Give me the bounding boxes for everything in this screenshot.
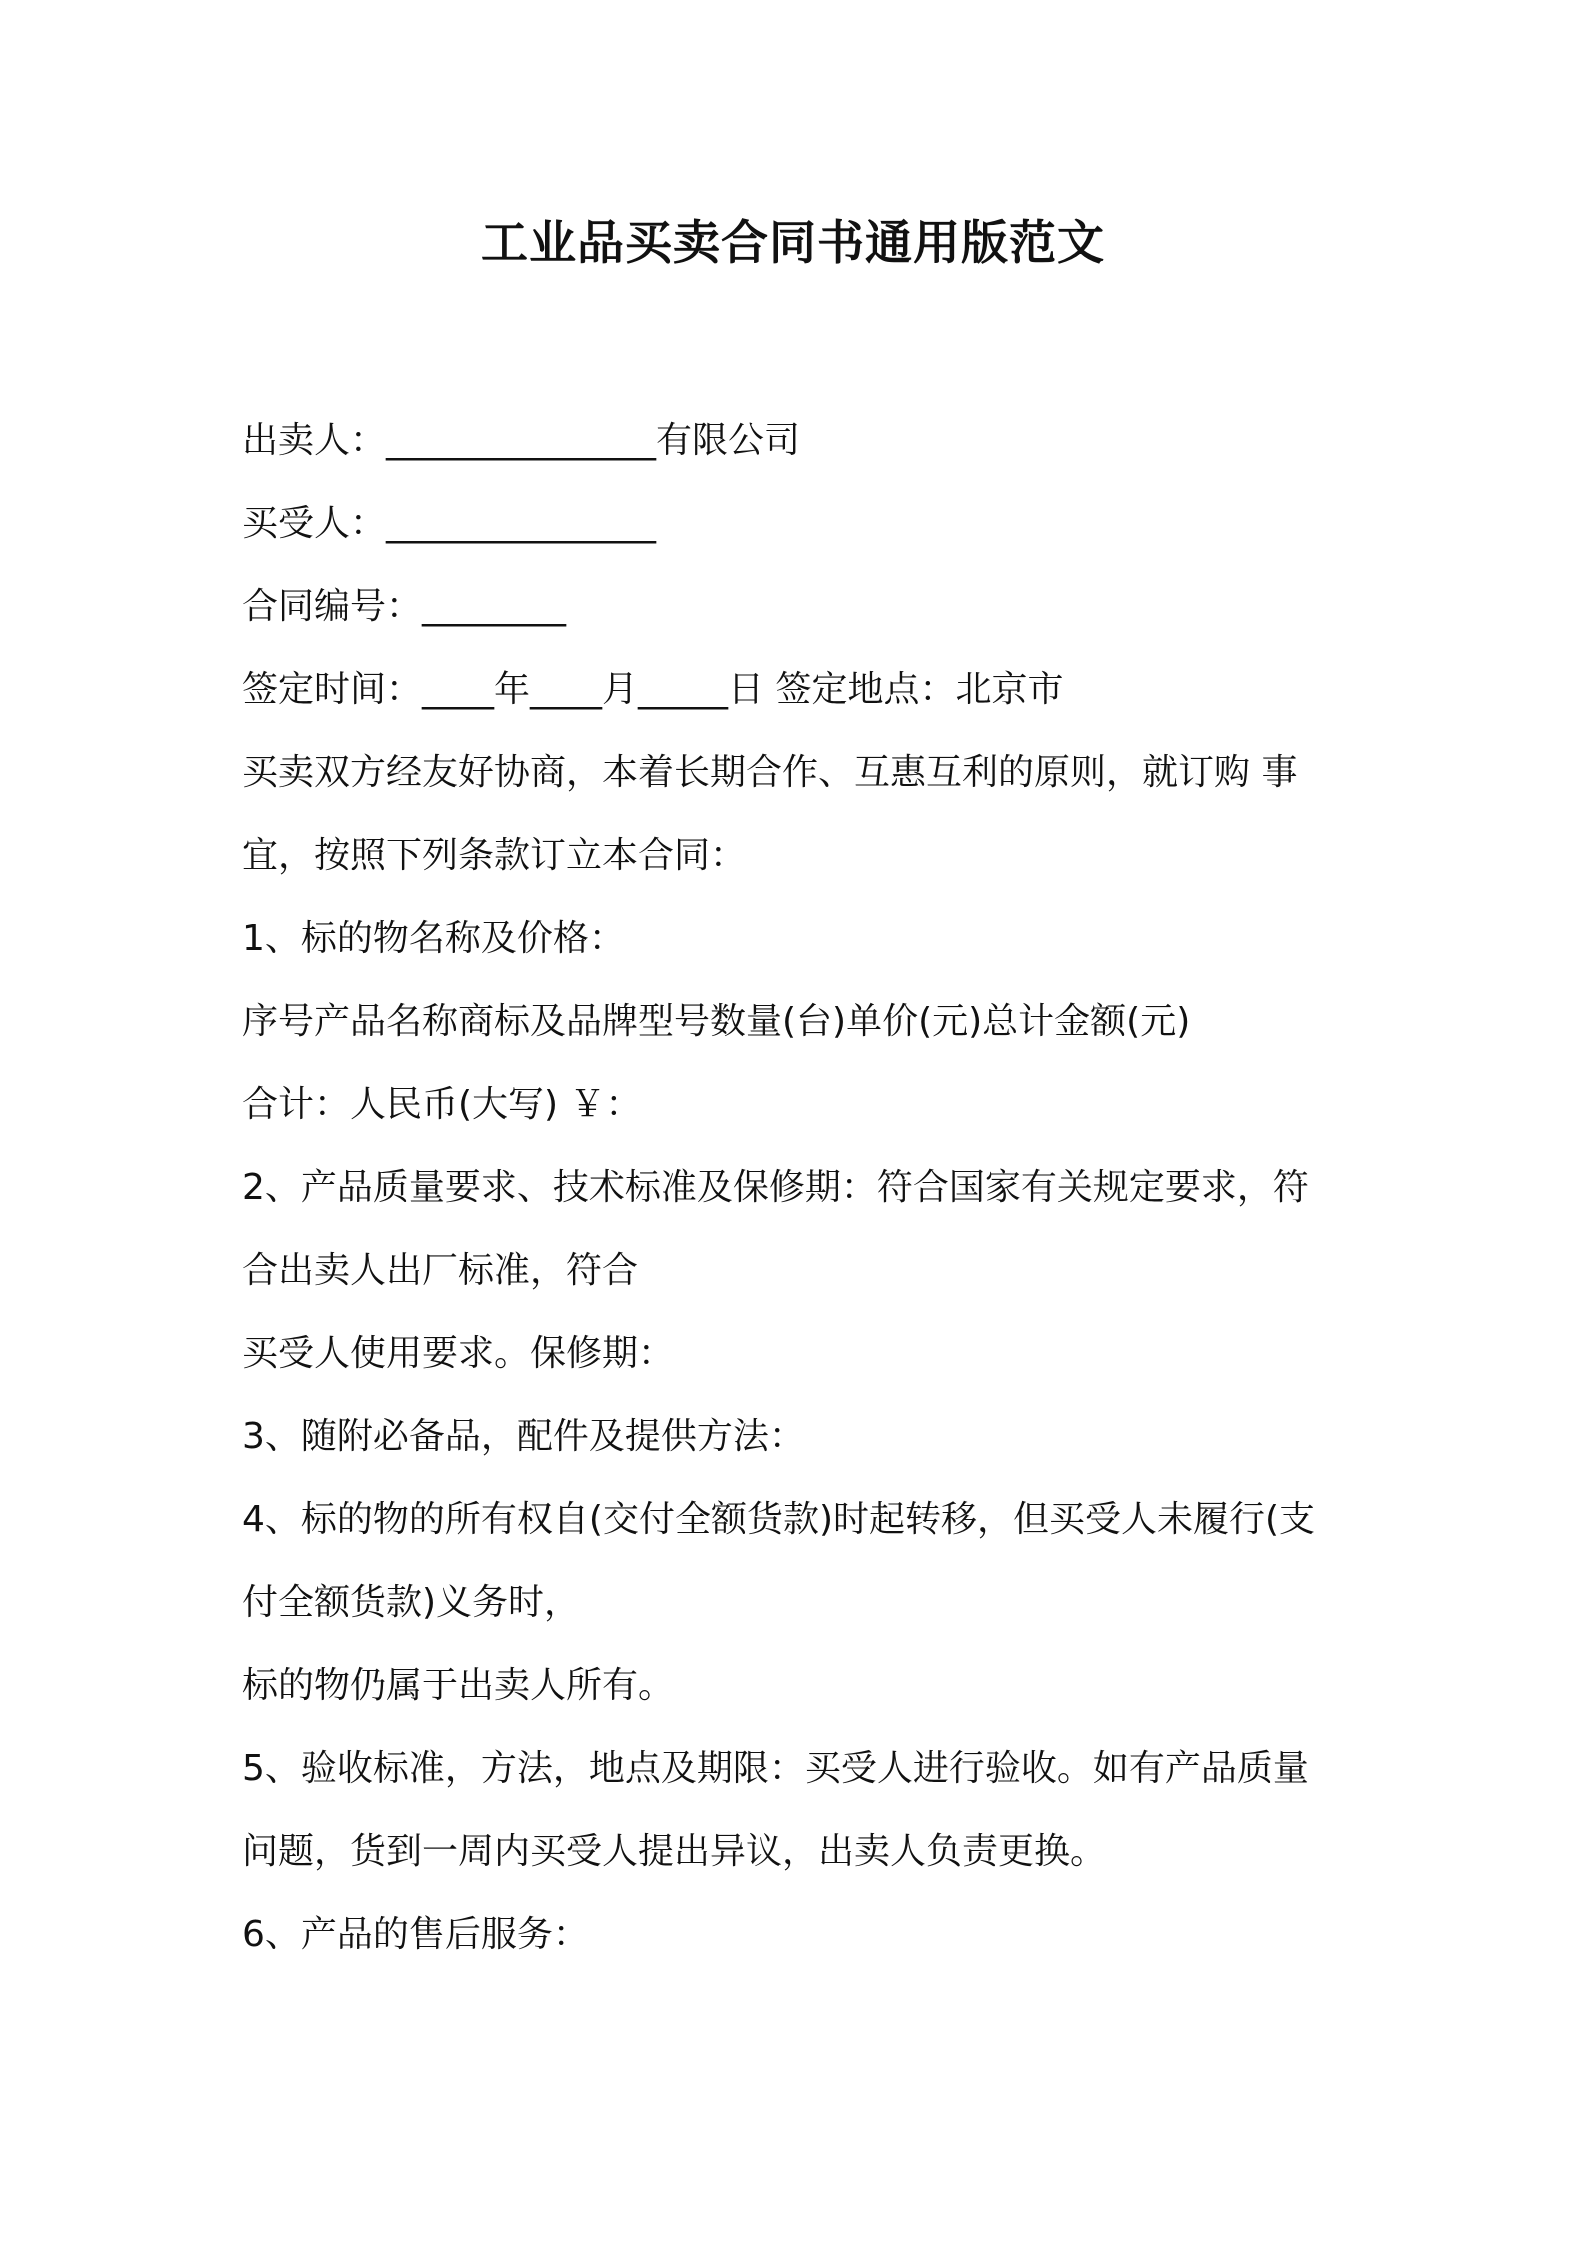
clause-4-line-2: 付全额货款)义务时， [242, 1582, 581, 1623]
buyer-line: 买受人：_______________ [242, 503, 657, 544]
preamble-line-1: 买卖双方经友好协商，本着长期合作、互惠互利的原则，就订购 事 [242, 752, 1298, 793]
seller-line: 出卖人：_______________有限公司 [242, 420, 801, 461]
preamble-line-2: 宜，按照下列条款订立本合同： [242, 835, 747, 876]
clause-2-line-2: 合出卖人出厂标准，符合 [242, 1250, 639, 1291]
document-title: 工业品买卖合同书通用版范文 [481, 216, 1105, 271]
clause-5-line-2: 问题，货到一周内买受人提出异议，出卖人负责更换。 [242, 1831, 1107, 1872]
clause-2-line-1: 2、产品质量要求、技术标准及保修期：符合国家有关规定要求，符 [242, 1167, 1309, 1208]
clause-3-heading: 3、随附必备品，配件及提供方法： [242, 1416, 805, 1457]
clause-6-heading: 6、产品的售后服务： [242, 1914, 589, 1955]
table-header-line: 序号产品名称商标及品牌型号数量(台)单价(元)总计金额(元) [242, 1001, 1191, 1042]
clause-5-line-1: 5、验收标准，方法，地点及期限：买受人进行验收。如有产品质量 [242, 1748, 1309, 1789]
clause-4-line-1: 4、标的物的所有权自(交付全额货款)时起转移，但买受人未履行(支 [242, 1499, 1316, 1540]
signing-time-place-line: 签定时间：____年____月_____日 签定地点：北京市 [242, 669, 1064, 710]
clause-4-line-3: 标的物仍属于出卖人所有。 [242, 1665, 675, 1706]
clause-2-line-3: 买受人使用要求。保修期： [242, 1333, 675, 1374]
total-line: 合计：人民币(大写) ￥： [242, 1084, 642, 1125]
clause-1-heading: 1、标的物名称及价格： [242, 918, 625, 959]
contract-number-line: 合同编号：________ [242, 586, 567, 627]
